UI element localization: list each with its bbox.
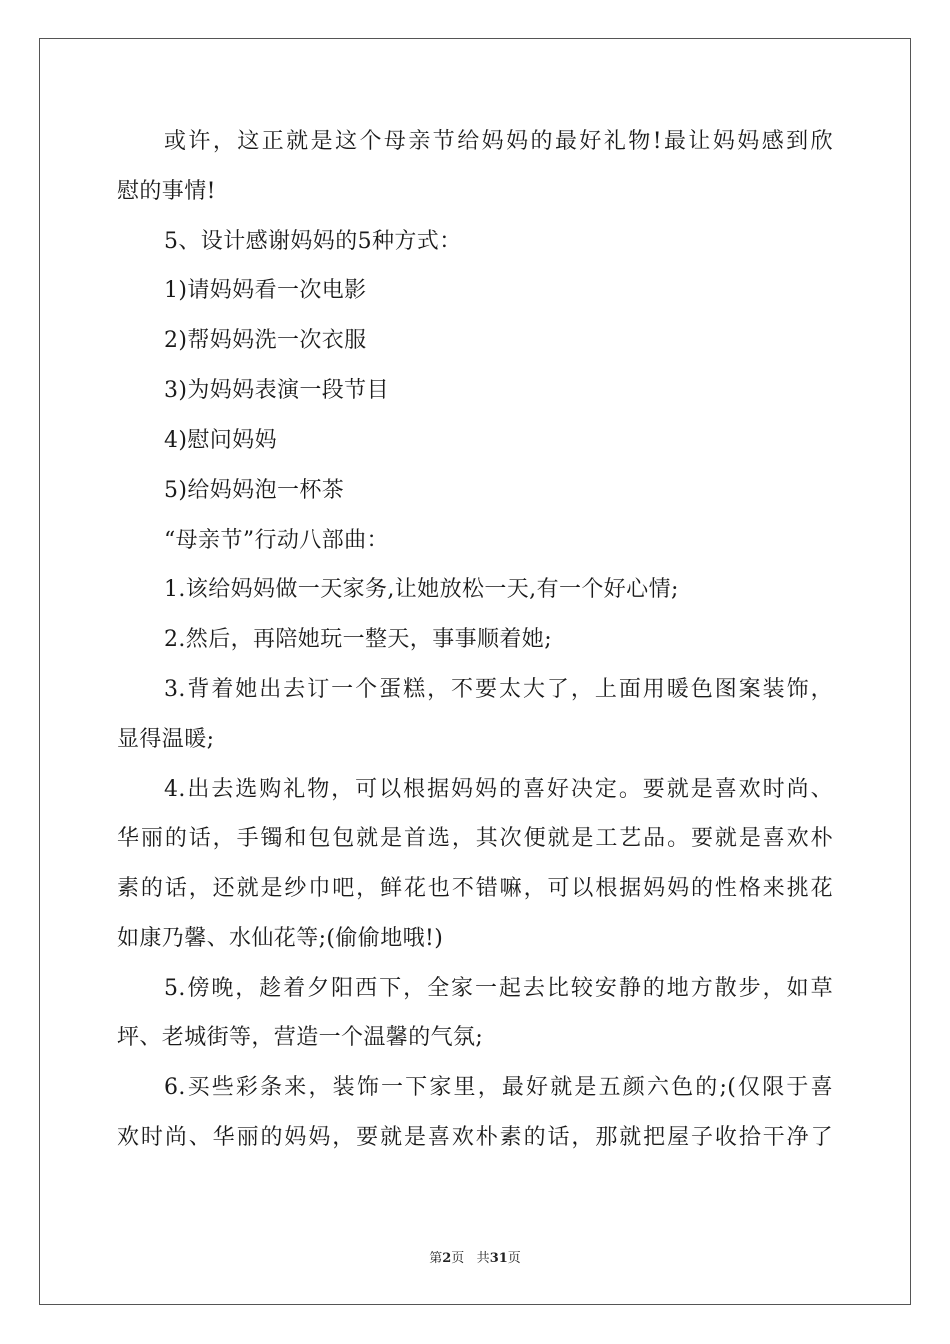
text-line: “母亲节”行动八部曲： xyxy=(164,528,389,553)
total-pages: 31 xyxy=(489,1251,508,1266)
text-line: 或许，这正就是这个母亲节给妈妈的最好礼物!最让妈妈感到欣 xyxy=(164,129,833,154)
text-line: 4)慰问妈妈 xyxy=(164,428,277,453)
text-line: 5.傍晚，趁着夕阳西下，全家一起去比较安静的地方散步，如草 xyxy=(164,976,833,1001)
text-line: 2)帮妈妈洗一次衣服 xyxy=(164,328,367,353)
page-label-prefix: 第 xyxy=(429,1251,443,1266)
text-line: 3.背着她出去订一个蛋糕，不要太大了，上面用暖色图案装饰， xyxy=(164,677,833,702)
text-line: 慰的事情! xyxy=(117,179,216,204)
text-line: 如康乃馨、水仙花等;(偷偷地哦!) xyxy=(117,926,444,951)
text-line: 素的话，还就是纱巾吧，鲜花也不错嘛，可以根据妈妈的性格来挑花 xyxy=(117,876,833,901)
text-line: 1)请妈妈看一次电影 xyxy=(164,278,367,303)
text-line: 华丽的话，手镯和包包就是首选，其次便就是工艺品。要就是喜欢朴 xyxy=(117,826,833,851)
page-label-suffix: 页 xyxy=(451,1251,465,1266)
page-footer xyxy=(0,1247,950,1266)
text-line: 3)为妈妈表演一段节目 xyxy=(164,378,389,403)
text-line: 6.买些彩条来，装饰一下家里，最好就是五颜六色的;(仅限于喜 xyxy=(164,1075,833,1100)
text-line: 欢时尚、华丽的妈妈，要就是喜欢朴素的话，那就把屋子收拾干净了 xyxy=(117,1125,833,1150)
text-line: 显得温暖; xyxy=(117,727,215,752)
text-line: 5)给妈妈泡一杯茶 xyxy=(164,478,345,503)
total-label-suffix: 页 xyxy=(507,1251,521,1266)
page-number: 2 xyxy=(442,1251,452,1266)
text-line: 2.然后，再陪她玩一整天，事事顺着她; xyxy=(164,627,553,652)
text-line: 1.该给妈妈做一天家务,让她放松一天,有一个好心情; xyxy=(164,577,679,602)
text-line: 5、设计感谢妈妈的5种方式： xyxy=(164,229,462,254)
text-line: 坪、老城街等，营造一个温馨的气氛; xyxy=(117,1025,484,1050)
text-line: 4.出去选购礼物，可以根据妈妈的喜好决定。要就是喜欢时尚、 xyxy=(164,777,833,802)
total-label-prefix: 共 xyxy=(476,1251,490,1266)
